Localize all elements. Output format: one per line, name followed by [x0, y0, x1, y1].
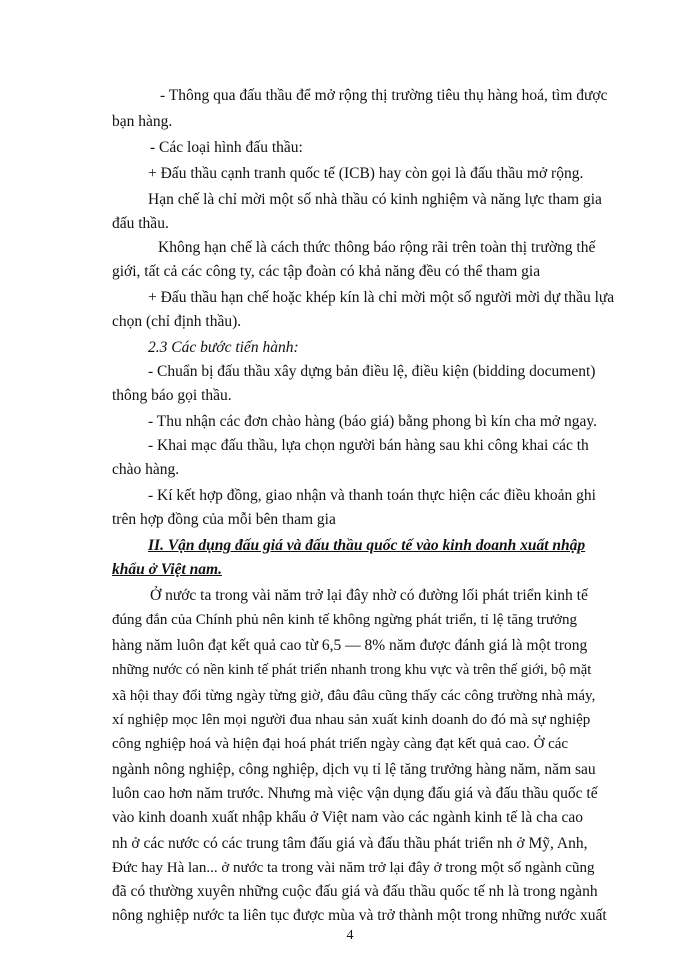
text-line: trên hợp đồng của mỗi bên tham gia	[112, 511, 336, 528]
section-subheading: 2.3 Các bước tiến hành:	[148, 339, 299, 356]
text-line: + Đấu thầu hạn chế hoặc khép kín là chỉ mời một số người mời dự thầu lựa	[148, 289, 615, 306]
paragraph-line: Đức hay Hà lan... ở nước ta trong vài năm trở lại đây ở trong một số ngành cũng	[112, 860, 595, 876]
text-line: - Các loại hình đấu thầu:	[150, 139, 303, 156]
text-line: thông báo gọi thầu.	[112, 387, 232, 404]
text-line: + Đấu thầu cạnh tranh quốc tế (ICB) hay còn gọi là đấu thầu mở rộng.	[148, 165, 584, 182]
paragraph-line: những nước có nền kinh tế phát triển nhanh trong khu vực và trên thế giới, bộ mặt	[112, 662, 592, 678]
paragraph-line: vào kinh doanh xuất nhập khẩu ở Việt nam vào các ngành kinh tế là cha cao	[112, 809, 583, 826]
section-heading: II. Vận dụng đấu giá và đấu thầu quốc tế vào kinh doanh xuất nhập	[148, 537, 586, 554]
text-line: bạn hàng.	[112, 113, 173, 130]
paragraph-line: công nghiệp hoá và hiện đại hoá phát triển ngày càng đạt kết quả cao. Ở các	[112, 736, 569, 752]
paragraph-line: ngành nông nghiệp, công nghiệp, dịch vụ tỉ lệ tăng trưởng hàng năm, năm sau	[112, 761, 596, 778]
text-line: Không hạn chế là cách thức thông báo rộng rãi trên toàn thị trường thế	[158, 239, 596, 256]
paragraph-line: xã hội thay đổi từng ngày từng giờ, đâu đâu cũng thấy các công trường nhà máy,	[112, 688, 596, 704]
text-line: - Kí kết hợp đồng, giao nhận và thanh toán thực hiện các điều khoản ghi	[148, 487, 596, 504]
section-heading-continued: khẩu ở Việt nam.	[112, 561, 222, 578]
paragraph-line: Ở nước ta trong vài năm trở lại đây nhờ có đường lối phát triển kinh tế	[150, 587, 588, 604]
text-line: giới, tất cả các công ty, các tập đoàn có khả năng đều có thể tham gia	[112, 263, 541, 280]
page-number: 4	[346, 928, 354, 943]
text-line: - Khai mạc đấu thầu, lựa chọn người bán hàng sau khi công khai các th	[148, 437, 589, 454]
paragraph-line: xí nghiệp mọc lên mọi người đua nhau sản xuất kinh doanh do đó mà sự nghiệp	[112, 712, 591, 728]
text-line: chào hàng.	[112, 461, 180, 478]
paragraph-line: đã có thường xuyên những cuộc đấu giá và đấu thầu quốc tế nh là trong ngành	[112, 883, 598, 900]
text-line: chọn (chỉ định thầu).	[112, 313, 242, 330]
paragraph-line: nông nghiệp nước ta liên tục được mùa và trở thành một trong những nước xuất	[112, 907, 607, 924]
text-line: - Thông qua đấu thầu để mở rộng thị trường tiêu thụ hàng hoá, tìm được	[160, 87, 608, 104]
paragraph-line: đúng đắn của Chính phủ nên kinh tế không ngừng phát triển, tỉ lệ tăng trưởng	[112, 612, 577, 628]
paragraph-line: nh ở các nước có các trung tâm đấu giá và đấu thầu phát triển nh ở Mỹ, Anh,	[112, 835, 588, 852]
paragraph-line: luôn cao hơn năm trước. Nhưng mà việc vận dụng đấu giá và đấu thầu quốc tế	[112, 785, 598, 802]
paragraph-line: hàng năm luôn đạt kết quả cao từ 6,5 — 8% năm được đánh giá là một trong	[112, 637, 588, 654]
text-line: đấu thầu.	[112, 215, 169, 232]
text-line: - Thu nhận các đơn chào hàng (báo giá) bằng phong bì kín cha mở ngay.	[148, 413, 597, 430]
text-line: Hạn chế là chỉ mời một số nhà thầu có kinh nghiệm và năng lực tham gia	[148, 191, 602, 208]
text-line: - Chuẩn bị đấu thầu xây dựng bản điều lệ, điều kiện (bidding document)	[148, 363, 596, 380]
